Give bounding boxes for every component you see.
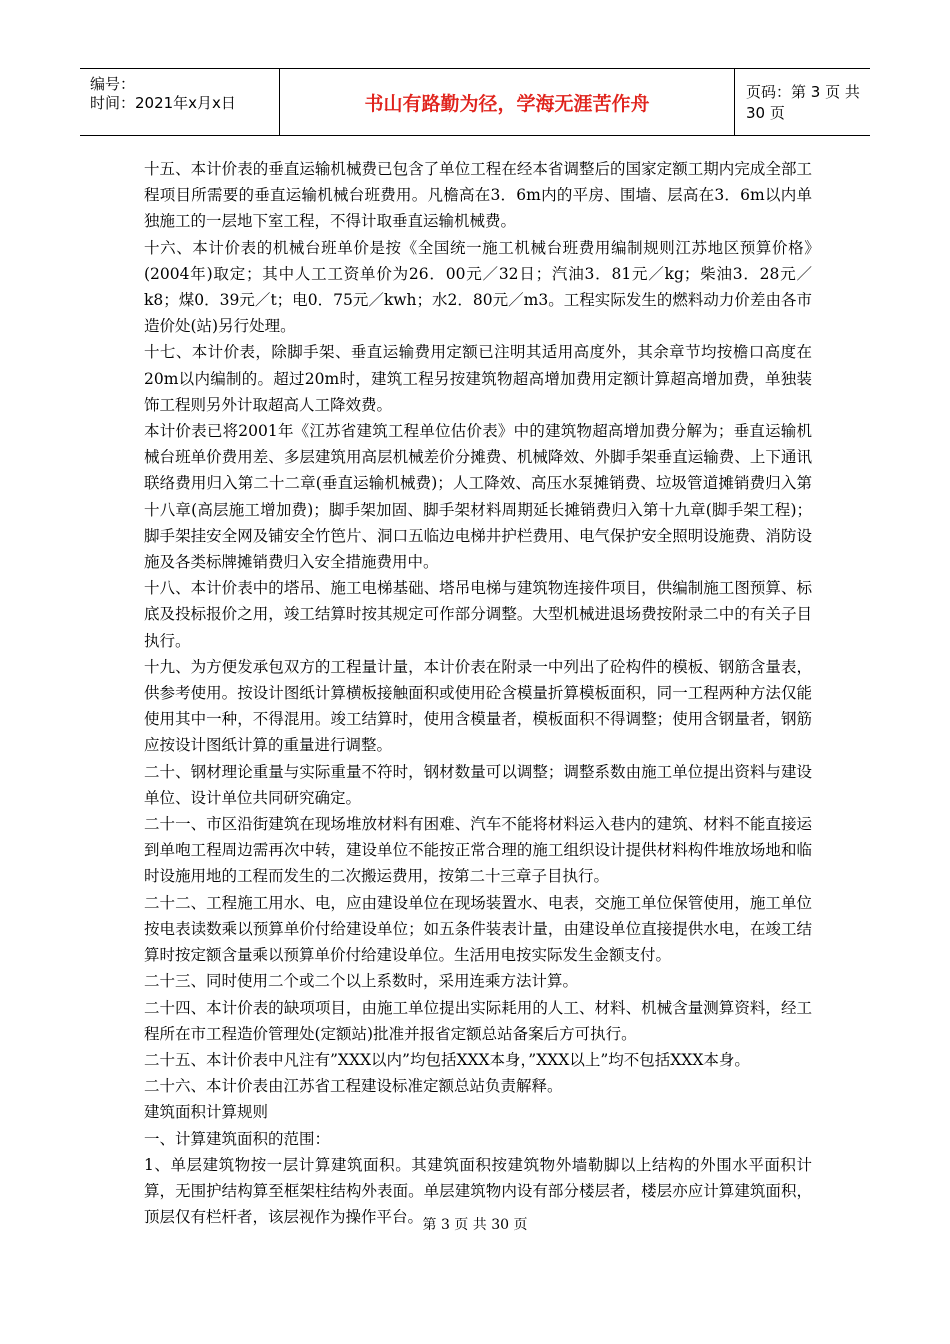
header-meta [80,69,280,135]
paragraph: 二十三、同时使用二个或二个以上系数时，采用连乘方法计算。 [144,972,579,991]
paragraph: 1、单层建筑物按一层计算建筑面积。其建筑面积按建筑物外墙勒脚以上结构的外围水平面积计算，无围护结构算至框架柱结构外表面。单层建筑物内设有部分楼层者，楼层亦应计算建筑面积，顶层仅有栏杆者，该层视作为操作平台。 [144,1155,812,1227]
paragraph: 十六、本计价表的机械台班单价是按《全国统一施工机械台班费用编制规则江苏地区预算价格》 (2004年)取定；其中人工工资单价为26．00元／32日；汽油3．81元／kg；柴油3．28元／k8；煤0．39元／t；电0．75元／kwh；水2．80元／m3。工程实际发生的燃料动力价差由各市造价处(站)另行处理。 [144,238,844,336]
code-label: 编号： [90,75,136,93]
paragraph: 十八、本计价表中的塔吊、施工电梯基础、塔吊电梯与建筑物连接件项目，供编制施工图预算、标底及投标报价之用，竣工结算时按其规定可作部分调整。大型机械进退场费按附录二中的有关子目执行。 [144,579,812,650]
subsection-heading: 一、计算建筑面积的范围： [144,1129,331,1148]
paragraph: 十七、本计价表，除脚手架、垂直运输费用定额已注明其适用高度外，其余章节均按檐口高度在20m以内编制的。超过20m时，建筑工程另按建筑物超高增加费用定额计算超高增加费，单独装饰工程则另外计取超高人工降效费。 [144,343,812,414]
paragraph: 二十五、本计价表中凡注有”XXX以内”均包括XXX本身，”XXX以上”均不包括XXX本身。 [144,1050,750,1069]
paragraph: 二十一、市区沿街建筑在现场堆放材料有困难、汽车不能将材料运入巷内的建筑、材料不能直接运到单咆工程周边需再次中转，建设单位不能按正常合理的施工组织设计提供材料构件堆放场地和临时设施用地的工程而发生的二次搬运费用，按第二十三章子目执行。 [144,815,812,886]
motto: 书山有路勤为径，学海无涯苦作舟 [280,69,735,135]
time-label: 时间：2021年x月x日 [90,94,236,112]
paragraph: 二十四、本计价表的缺项项目，由施工单位提出实际耗用的人工、材料、机械含量测算资料，经工程所在市工程造价管理处(定额站)批准并报省定额总站备案后方可执行。 [144,998,812,1043]
page-footer: 第 3 页 共 30 页 [422,1217,528,1233]
page-header [80,68,870,136]
document-body [144,156,844,1230]
page-number-label: 页码：第 3 页 共 30 页 [746,83,860,122]
paragraph: 二十六、本计价表由江苏省工程建设标准定额总站负责解释。 [144,1077,563,1096]
paragraph: 十五、本计价表的垂直运输机械费已包含了单位工程在经本省调整后的国家定额工期内完成全部工程项目所需要的垂直运输机械台班费用。凡檐高在3．6m内的平房、围墙、层高在3．6m以内单独施工的一层地下室工程，不得计取垂直运输机械费。 [144,160,812,231]
paragraph: 十九、为方便发承包双方的工程量计量，本计价表在附录一中列出了砼构件的模板、钢筋含量表，供参考使用。按设计图纸计算横板接触面积或使用砼含模量折算模板面积，同一工程两种方法仅能使用其中一种，不得混用。竣工结算时，使用含模量者，模板面积不得调整；使用含钢量者，钢筋应按设计图纸计算的重量进行调整。 [144,657,812,755]
paragraph: 本计价表已将2001年《江苏省建筑工程单位估价表》中的建筑物超高增加费分解为；垂直运输机械台班单价费用差、多层建筑用高层机械差价分摊费、机械降效、外脚手架垂直运输费、上下通讯联络费用归入第二十二章(垂直运输机械费)；人工降效、高压水泵摊销费、垃圾管道摊销费归入第十八章(高层施工增加费)；脚手架加固、脚手架材料周期延长摊销费归入第十九章(脚手架工程)；脚手架挂安全网及铺安全竹笆片、洞口五临边电梯井护栏费用、电气保护安全照明设施费、消防设施及各类标牌摊销费归入安全措施费用中。 [144,422,812,572]
paragraph: 二十二、工程施工用水、电，应由建设单位在现场装置水、电表，交施工单位保管使用，施工单位按电表读数乘以预算单价付给建设单位；如五条件装表计量，由建设单位直接提供水电，在竣工结算时按定额含量乘以预算单价付给建设单位。生活用电按实际发生金额支付。 [144,893,812,965]
section-heading: 建筑面积计算规则 [144,1103,269,1122]
paragraph: 二十、钢材理论重量与实际重量不符时，钢材数量可以调整；调整系数由施工单位提出资料与建设单位、设计单位共同研究确定。 [144,762,812,807]
